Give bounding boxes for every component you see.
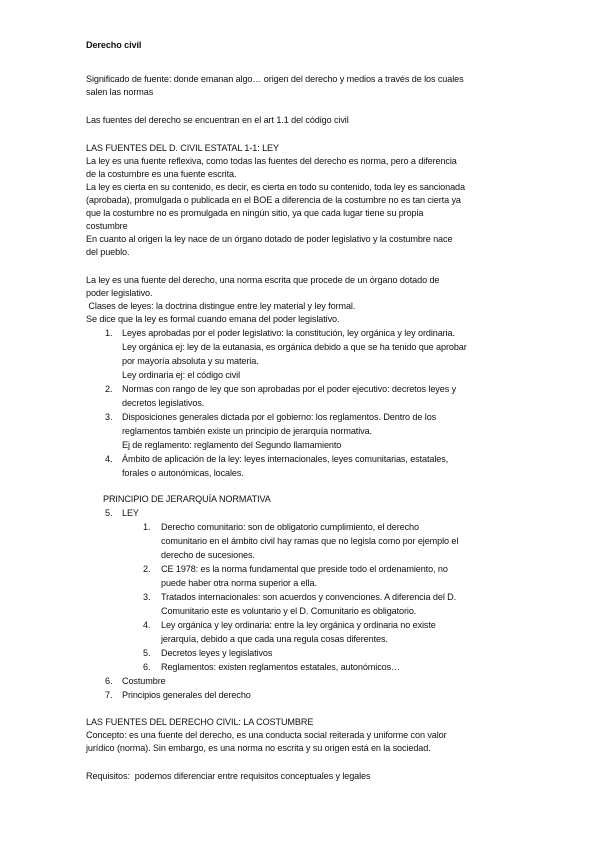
list-item-line: Costumbre [122, 676, 166, 686]
paragraph-line: En cuanto al origen la ley nace de un órgano dotado de poder legislativo y la costumbre nace [86, 234, 453, 244]
paragraph-line: La ley es cierta en su contenido, es decir, es cierta en todo su contenido, toda ley es sancionada [86, 182, 465, 192]
sub-list-number: 6. [143, 662, 151, 672]
document-title: Derecho civil [86, 40, 142, 50]
list-item-line: Ley orgánica ej: ley de la eutanasia, es orgánica debido a que se ha tenido que aprobar [122, 342, 467, 352]
intro-line: salen las normas [86, 87, 154, 97]
section-heading: LAS FUENTES DEL DERECHO CIVIL: LA COSTUMBRE [86, 717, 314, 727]
list-number: 2. [105, 384, 113, 394]
list-item-line: decretos legislativos. [122, 398, 205, 408]
intro-line: Las fuentes del derecho se encuentran en el art 1.1 del código civil [86, 115, 349, 125]
sub-list-item-line: jerarquía, debido a que cada una regula cosas diferentes. [161, 634, 388, 644]
paragraph-line: Clases de leyes: la doctrina distingue entre ley material y ley formal. [86, 301, 356, 311]
paragraph-line: (aprobada), promulgada o publicada en el BOE a diferencia de la costumbre no es tan cierta ya [86, 195, 461, 205]
list-item-line: Ej de reglamento: reglamento del Segundo llamamiento [122, 440, 342, 450]
list-number: 5. [105, 508, 113, 518]
paragraph-line: de la costumbre es una fuente escrita. [86, 169, 237, 179]
list-item-line: LEY [122, 508, 139, 518]
list-item-line: reglamentos también existe un principio de jerarquía normativa. [122, 426, 372, 436]
list-item-line: forales o autonómicas, locales. [122, 468, 244, 478]
sub-list-item-line: CE 1978: es la norma fundamental que preside todo el ordenamiento, no [161, 564, 448, 574]
paragraph-line: Se dice que la ley es formal cuando emana del poder legislativo. [86, 314, 340, 324]
sub-list-item-line: Ley orgánica y ley ordinaria: entre la ley orgánica y ordinaria no existe [161, 620, 436, 630]
list-number: 3. [105, 412, 113, 422]
list-item-line: Disposiciones generales dictada por el gobierno: los reglamentos. Dentro de los [122, 412, 437, 422]
sub-list-number: 1. [143, 522, 151, 532]
paragraph-line: costumbre [86, 221, 128, 231]
paragraph-line: poder legislativo. [86, 288, 153, 298]
section-heading: PRINCIPIO DE JERARQUÍA NORMATIVA [103, 494, 271, 504]
sub-list-item-line: puede haber otra norma superior a ella. [161, 578, 317, 588]
sub-list-item-line: Comunitario este es voluntario y el D. Comunitario es obligatorio. [161, 606, 417, 616]
sub-list-number: 3. [143, 592, 151, 602]
paragraph-line: que la costumbre no es promulgada en ningún sitio, ya que cada lugar tiene su propia [86, 208, 424, 218]
paragraph-line: Concepto: es una fuente del derecho, es una conducta social reiterada y uniforme con valor [86, 730, 447, 740]
section-heading: LAS FUENTES DEL D. CIVIL ESTATAL 1-1: LEY [86, 143, 279, 153]
sub-list-item-line: derecho de sucesiones. [161, 550, 255, 560]
sub-list-item-line: comunitario en el ámbito civil hay ramas que no legisla como por ejemplo el [161, 536, 459, 546]
sub-list-item-line: Derecho comunitario: son de obligatorio cumplimiento, el derecho [161, 522, 419, 532]
sub-list-item-line: Reglamentos: existen reglamentos estatales, autonómicos… [161, 662, 401, 672]
list-item-line: Principios generales del derecho [122, 690, 251, 700]
list-number: 1. [105, 328, 113, 338]
sub-list-number: 2. [143, 564, 151, 574]
list-item-line: Ámbito de aplicación de la ley: leyes internacionales, leyes comunitarias, estatales, [122, 454, 449, 464]
sub-list-number: 4. [143, 620, 151, 630]
intro-line: Significado de fuente: donde emanan algo… origen del derecho y medios a través de los cuales [86, 74, 464, 84]
list-number: 6. [105, 676, 113, 686]
sub-list-item-line: Tratados internacionales: son acuerdos y convenciones. A diferencia del D. [161, 592, 457, 602]
list-number: 4. [105, 454, 113, 464]
sub-list-item-line: Decretos leyes y legislativos [161, 648, 273, 658]
list-item-line: por mayoría absoluta y su materia. [122, 356, 259, 366]
paragraph-line: Requisitos: podemos diferenciar entre requisitos conceptuales y legales [86, 771, 371, 781]
list-number: 7. [105, 690, 113, 700]
sub-list-number: 5. [143, 648, 151, 658]
paragraph-line: La ley es una fuente reflexiva, como todas las fuentes del derecho es norma, pero a diferencia [86, 156, 457, 166]
paragraph-line: del pueblo. [86, 247, 130, 257]
paragraph-line: La ley es una fuente del derecho, una norma escrita que procede de un órgano dotado de [86, 275, 440, 285]
list-item-line: Normas con rango de ley que son aprobadas por el poder ejecutivo: decretos leyes y [122, 384, 457, 394]
paragraph-line: jurídico (norma). Sin embargo, es una norma no escrita y su origen está en la sociedad. [86, 743, 431, 753]
list-item-line: Leyes aprobadas por el poder legislativo: la constitución, ley orgánica y ley ordinaria. [122, 328, 455, 338]
list-item-line: Ley ordinaria ej: el código civil [122, 370, 241, 380]
